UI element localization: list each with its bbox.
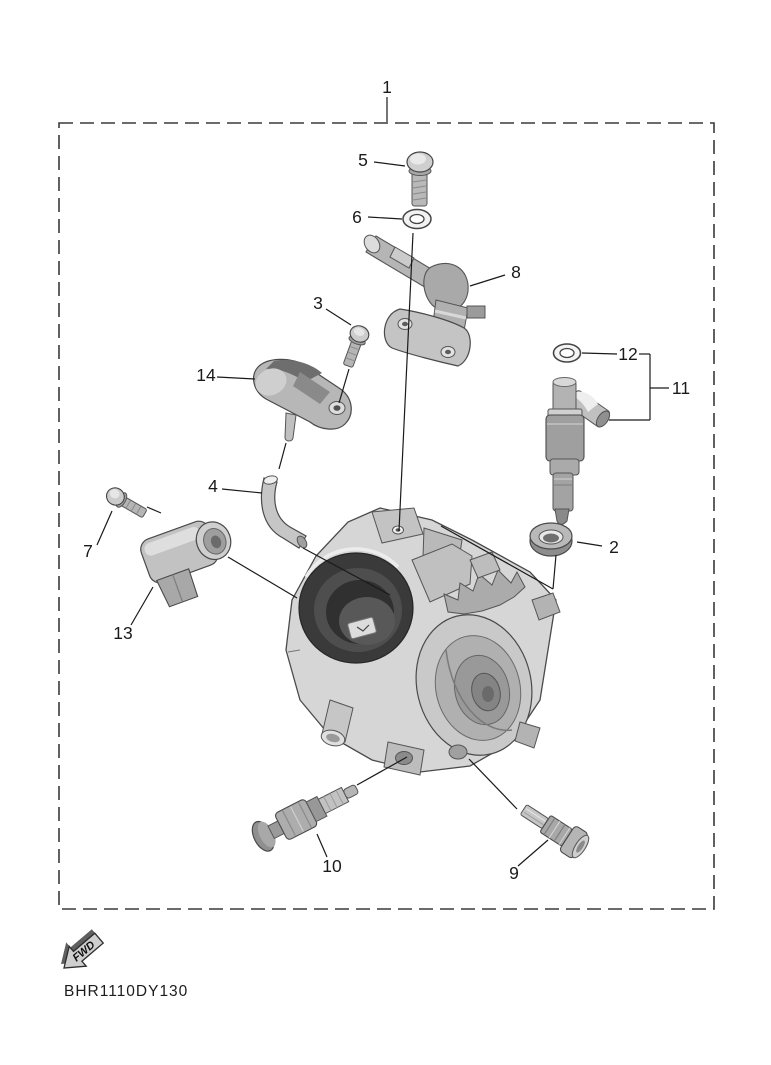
callout-1: 1 <box>382 77 392 97</box>
leader-6 <box>368 217 402 219</box>
part-joint-8 <box>361 232 485 366</box>
callout-14: 14 <box>196 365 216 385</box>
leader-9-to-body <box>469 759 517 809</box>
callout-13: 13 <box>113 623 133 643</box>
leader-9 <box>518 840 548 866</box>
part-sensor-10 <box>248 774 364 854</box>
part-washer-6 <box>403 210 431 229</box>
callout-9: 9 <box>509 863 519 883</box>
callout-6: 6 <box>352 207 362 227</box>
fwd-arrow <box>61 929 103 968</box>
part-throttle-body <box>286 508 560 775</box>
part-bracket-14 <box>251 359 351 441</box>
fwd-arrow-label: FWD <box>70 939 98 965</box>
leader-8 <box>470 275 505 286</box>
leader-12 <box>582 353 617 354</box>
callout-3: 3 <box>313 293 323 313</box>
callout-4: 4 <box>208 476 218 496</box>
leader-13 <box>131 587 153 625</box>
part-bolt-5 <box>407 152 433 206</box>
leader-5 <box>374 162 405 166</box>
leader-7-to-sensor <box>147 507 161 513</box>
callout-8: 8 <box>511 262 521 282</box>
callout-7: 7 <box>83 541 93 561</box>
part-seal-2 <box>530 523 572 556</box>
part-sensor-9 <box>515 797 593 862</box>
callout-12: 12 <box>618 344 638 364</box>
leader-2 <box>577 542 602 546</box>
leader-body-to-seal-b <box>553 555 556 589</box>
callout-11: 11 <box>671 378 691 398</box>
part-o-ring-12 <box>554 344 581 362</box>
callout-2: 2 <box>609 537 619 557</box>
leader-3 <box>326 309 351 325</box>
leader-13-to-body <box>228 557 297 598</box>
part-injector-11 <box>546 378 612 525</box>
leader-4 <box>222 489 262 493</box>
part-sensor-13 <box>138 512 246 609</box>
leader-6-to-body <box>399 233 413 531</box>
leader-10 <box>317 834 327 857</box>
leader-14-to-hose <box>279 443 286 469</box>
drawing-code: BHR1110DY130 <box>64 983 189 1000</box>
leader-7 <box>97 511 112 545</box>
callout-10: 10 <box>322 856 342 876</box>
part-hose-4 <box>261 475 308 550</box>
leader-14 <box>217 377 255 379</box>
callout-5: 5 <box>358 150 368 170</box>
part-bolt-3 <box>339 323 371 369</box>
